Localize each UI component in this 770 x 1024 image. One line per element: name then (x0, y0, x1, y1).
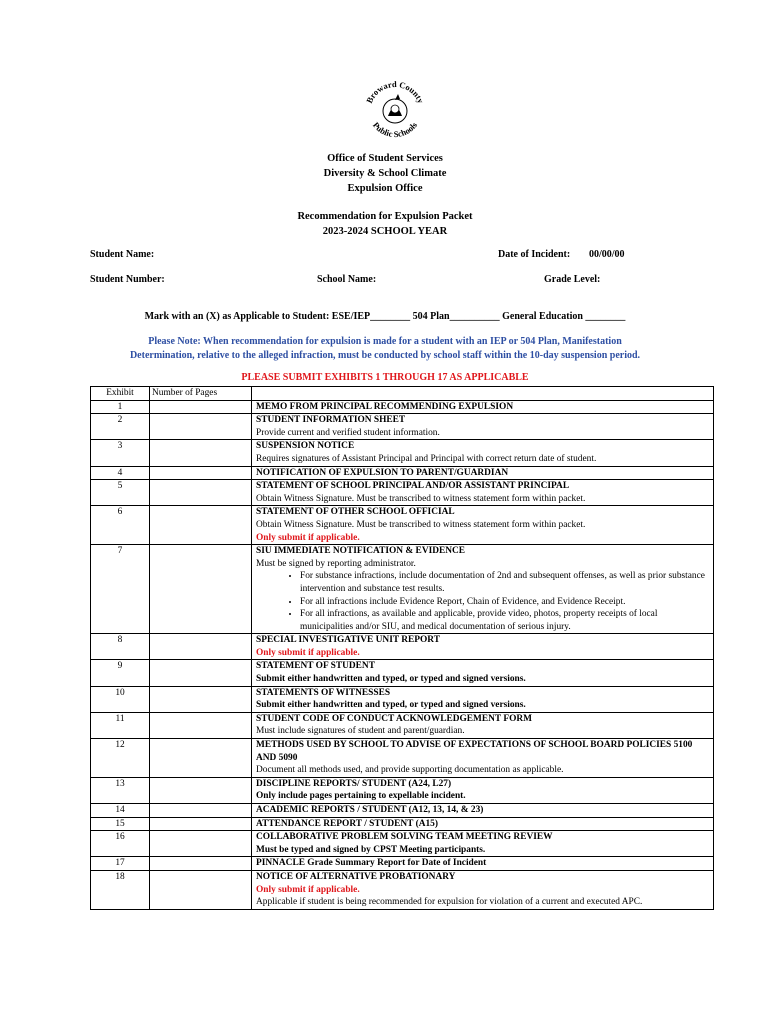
number-of-pages-cell[interactable] (150, 739, 252, 778)
evidence-bullet: • For all infractions include Evidence Report, Chain of Evidence, and Evidence Receipt. (300, 596, 711, 609)
exhibit-description (252, 440, 714, 466)
exhibit-title: STATEMENT OF OTHER SCHOOL OFFICIAL (256, 507, 455, 518)
student-name-label: Student Name: (90, 249, 155, 260)
exhibit-description (252, 739, 714, 778)
header-office (0, 151, 770, 196)
exhibit-number: 10 (91, 686, 150, 712)
applicability-note: Only submit if applicable. (256, 647, 360, 658)
exhibit-title: MEMO FROM PRINCIPAL RECOMMENDING EXPULSION (256, 401, 514, 412)
school-year: 2023-2024 SCHOOL YEAR (322, 226, 448, 237)
number-of-pages-cell[interactable] (150, 686, 252, 712)
note-line-2: Determination, relative to the alleged infraction, must be conducted by school staff within the 10-day suspension period. (129, 350, 641, 361)
exhibit-description (252, 660, 714, 686)
exhibit-requirement: Submit either handwritten and typed, or typed and signed versions. (256, 674, 526, 685)
table-row (91, 817, 714, 831)
number-of-pages-cell[interactable] (150, 870, 252, 909)
date-of-incident-value: 00/00/00 (589, 249, 625, 260)
table-row (91, 634, 714, 660)
exhibit-title: STATEMENTS OF WITNESSES (256, 687, 391, 698)
exhibit-title: SPECIAL INVESTIGATIVE UNIT REPORT (256, 635, 441, 646)
exhibit-title: SIU IMMEDIATE NOTIFICATION & EVIDENCE (256, 546, 466, 557)
exhibit-description (252, 817, 714, 831)
exhibit-number: 9 (91, 660, 150, 686)
department-line: Diversity & School Climate (323, 168, 447, 179)
pages-column-header: Number of Pages (150, 387, 252, 401)
evidence-bullet: • For substance infractions, include documentation of 2nd and subsequent offenses, as well as prior substance intervention and substance test results. (300, 570, 711, 595)
evidence-bullet-list (256, 570, 711, 633)
table-row (91, 506, 714, 545)
exhibit-instruction: Document all methods used, and provide supporting documentation as applicable. (256, 765, 564, 776)
number-of-pages-cell[interactable] (150, 440, 252, 466)
number-of-pages-cell[interactable] (150, 400, 252, 414)
exhibit-title: STATEMENT OF STUDENT (256, 661, 375, 672)
student-number-label: Student Number: (90, 274, 165, 285)
exhibit-description (252, 506, 714, 545)
exhibit-instruction: Obtain Witness Signature. Must be transcribed to witness statement form within packet. (256, 519, 586, 530)
table-row (91, 466, 714, 480)
exhibit-number: 18 (91, 870, 150, 909)
table-header-row (91, 387, 714, 401)
exhibit-column-header: Exhibit (91, 387, 150, 401)
exhibit-description (252, 545, 714, 634)
table-row (91, 804, 714, 818)
number-of-pages-cell[interactable] (150, 817, 252, 831)
number-of-pages-cell[interactable] (150, 857, 252, 871)
note-line-1: Please Note: When recommendation for expulsion is made for a student with an IEP or 504 Plan, Manifestation (148, 336, 622, 347)
table-row (91, 831, 714, 857)
table-row (91, 712, 714, 738)
exhibit-title: NOTICE OF ALTERNATIVE PROBATIONARY (256, 871, 456, 882)
exhibit-title: ACADEMIC REPORTS / STUDENT (A12, 13, 14, & 23) (256, 805, 484, 815)
exhibit-number: 2 (91, 414, 150, 440)
seal-text-bottom: Public Schools (370, 120, 420, 140)
school-name-label: School Name: (317, 274, 377, 285)
exhibit-title: DISCIPLINE REPORTS/ STUDENT (A24, L27) (256, 778, 452, 789)
exhibit-number: 5 (91, 480, 150, 506)
table-row (91, 870, 714, 909)
exhibit-title: COLLABORATIVE PROBLEM SOLVING TEAM MEETING REVIEW (256, 832, 553, 843)
exhibit-number: 12 (91, 739, 150, 778)
applicability-note: Only submit if applicable. (256, 884, 360, 895)
please-note (0, 335, 770, 363)
exhibit-instruction: Applicable if student is being recommended for expulsion for violation of a current and executed APC. (256, 897, 643, 908)
office-line: Office of Student Services (327, 153, 443, 164)
date-of-incident-label: Date of Incident: (498, 249, 571, 260)
exhibit-description (252, 466, 714, 480)
exhibit-description (252, 831, 714, 857)
student-category-line: Mark with an (X) as Applicable to Student: ESE/IEP________ 504 Plan__________ General Education ________ (144, 311, 626, 322)
number-of-pages-cell[interactable] (150, 804, 252, 818)
table-row (91, 414, 714, 440)
table-row (91, 686, 714, 712)
number-of-pages-cell[interactable] (150, 777, 252, 803)
submit-instruction: PLEASE SUBMIT EXHIBITS 1 THROUGH 17 AS APPLICABLE (241, 372, 529, 383)
exhibit-description (252, 804, 714, 818)
exhibit-title: STUDENT INFORMATION SHEET (256, 415, 406, 426)
exhibit-title: STUDENT CODE OF CONDUCT ACKNOWLEDGEMENT FORM (256, 713, 532, 724)
unit-line: Expulsion Office (347, 183, 423, 194)
exhibit-number: 17 (91, 857, 150, 871)
exhibit-number: 15 (91, 817, 150, 831)
number-of-pages-cell[interactable] (150, 480, 252, 506)
exhibit-number: 4 (91, 466, 150, 480)
description-column-header (252, 387, 714, 401)
number-of-pages-cell[interactable] (150, 634, 252, 660)
header-title (0, 209, 770, 239)
exhibit-description (252, 400, 714, 414)
exhibits-table (90, 386, 714, 910)
table-row (91, 480, 714, 506)
exhibit-number: 14 (91, 804, 150, 818)
exhibit-title: METHODS USED BY SCHOOL TO ADVISE OF EXPECTATIONS OF SCHOOL BOARD POLICIES 5100 AND 5090 (256, 740, 693, 763)
exhibit-description (252, 414, 714, 440)
exhibit-number: 16 (91, 831, 150, 857)
exhibit-instruction: Provide current and verified student information. (256, 427, 440, 438)
exhibit-title: NOTIFICATION OF EXPULSION TO PARENT/GUARDIAN (256, 467, 509, 478)
exhibit-description (252, 686, 714, 712)
table-row (91, 857, 714, 871)
table-row (91, 660, 714, 686)
seal-text-top: Broward County (363, 78, 427, 105)
exhibit-number: 13 (91, 777, 150, 803)
exhibit-requirement: Only include pages pertaining to expellable incident. (256, 791, 466, 802)
exhibit-number: 8 (91, 634, 150, 660)
exhibit-number: 11 (91, 712, 150, 738)
number-of-pages-cell[interactable] (150, 712, 252, 738)
table-row (91, 545, 714, 634)
exhibit-number: 7 (91, 545, 150, 634)
exhibit-description (252, 870, 714, 909)
exhibit-instruction: Must include signatures of student and parent/guardian. (256, 726, 465, 737)
number-of-pages-cell[interactable] (150, 545, 252, 634)
packet-title: Recommendation for Expulsion Packet (297, 211, 473, 222)
exhibit-number: 1 (91, 400, 150, 414)
exhibit-instruction: Must be signed by reporting administrator. (256, 558, 416, 569)
exhibit-requirement: Must be typed and signed by CPST Meeting participants. (256, 844, 486, 855)
exhibit-title: SUSPENSION NOTICE (256, 441, 355, 452)
table-row (91, 440, 714, 466)
table-row (91, 739, 714, 778)
evidence-bullet: • For all infractions, as available and applicable, provide video, photos, property receipts of local municipalities and/or SIU, and medical documentation of serious injury. (300, 608, 711, 633)
exhibit-description (252, 857, 714, 871)
exhibit-title: PINNACLE Grade Summary Report for Date of Incident (256, 858, 487, 869)
exhibit-description (252, 712, 714, 738)
exhibit-instruction: Obtain Witness Signature. Must be transcribed to witness statement form within packet. (256, 493, 586, 504)
exhibit-title: STATEMENT OF SCHOOL PRINCIPAL AND/OR ASSISTANT PRINCIPAL (256, 481, 570, 492)
number-of-pages-cell[interactable] (150, 660, 252, 686)
exhibit-requirement: Submit either handwritten and typed, or typed and signed versions. (256, 700, 526, 711)
table-row (91, 400, 714, 414)
number-of-pages-cell[interactable] (150, 831, 252, 857)
applicability-note: Only submit if applicable. (256, 532, 360, 543)
exhibit-number: 3 (91, 440, 150, 466)
exhibit-description (252, 634, 714, 660)
number-of-pages-cell[interactable] (150, 506, 252, 545)
grade-level-label: Grade Level: (544, 274, 601, 285)
exhibit-description (252, 777, 714, 803)
exhibit-number: 6 (91, 506, 150, 545)
exhibit-description (252, 480, 714, 506)
exhibit-title: ATTENDANCE REPORT / STUDENT (A15) (256, 818, 438, 829)
school-district-seal (360, 76, 430, 146)
number-of-pages-cell[interactable] (150, 414, 252, 440)
svg-text:Broward County (364, 79, 426, 105)
number-of-pages-cell[interactable] (150, 466, 252, 480)
table-row (91, 777, 714, 803)
exhibit-instruction: Requires signatures of Assistant Principal and Principal with correct return date of student. (256, 453, 597, 464)
